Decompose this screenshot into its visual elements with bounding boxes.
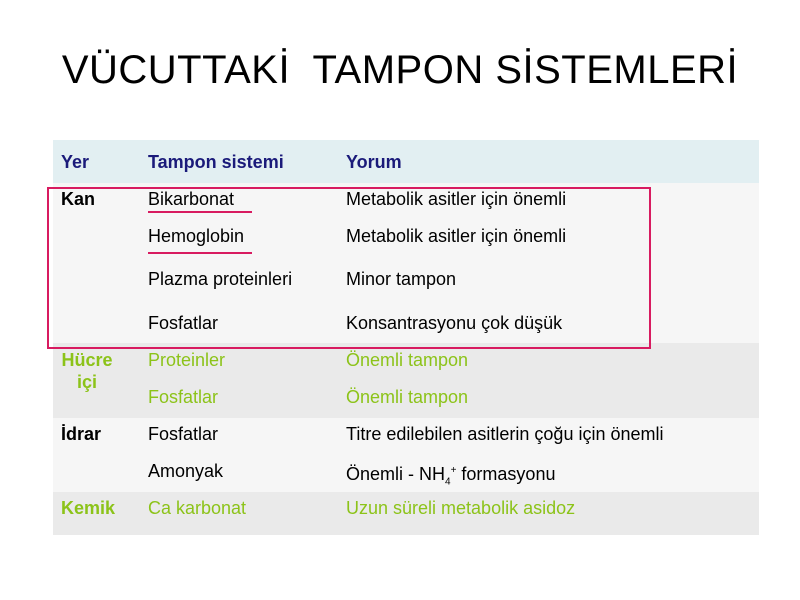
location-kan: Kan [61, 189, 96, 209]
header-yer: Yer [61, 152, 90, 172]
idrar-system-1: Fosfatlar [148, 424, 219, 444]
nh4-suffix: formasyonu [456, 464, 556, 484]
kan-system-2: Hemoglobin [148, 226, 245, 246]
kan-comment-1: Metabolik asitler için önemli [346, 189, 567, 209]
location-hucre-line1: Hücre [61, 350, 113, 370]
kan-system-1: Bikarbonat [148, 189, 235, 209]
location-idrar: İdrar [61, 424, 102, 444]
idrar-system-2: Amonyak [148, 461, 224, 481]
kan-comment-2: Metabolik asitler için önemli [346, 226, 567, 246]
kan-highlight-box [47, 187, 651, 349]
kemik-system-1: Ca karbonat [148, 498, 247, 518]
page-title: VÜCUTTAKİ TAMPON SİSTEMLERİ [61, 48, 739, 92]
idrar-comment-2 [346, 460, 555, 494]
location-hucre-line2: içi [76, 372, 97, 392]
idrar-comment-1: Titre edilebilen asitlerin çoğu için önemli [346, 424, 664, 444]
kemik-comment-1: Uzun süreli metabolik asidoz [346, 498, 576, 518]
location-kemik: Kemik [61, 498, 116, 518]
hucre-comment-1: Önemli tampon [346, 350, 469, 370]
hucre-system-2: Fosfatlar [148, 387, 219, 407]
hucre-comment-2: Önemli tampon [346, 387, 469, 407]
hucre-system-1: Proteinler [148, 350, 226, 370]
header-yorum: Yorum [346, 152, 402, 172]
kan-system-4: Fosfatlar [148, 313, 219, 333]
nh4-superscript: + [450, 465, 457, 476]
kan-comment-4: Konsantrasyonu çok düşük [346, 313, 563, 333]
nh4-subscript: 4 [445, 476, 451, 488]
kan-comment-3: Minor tampon [346, 269, 457, 289]
kan-system-3: Plazma proteinleri [148, 269, 293, 289]
nh4-prefix: Önemli - NH [346, 464, 446, 484]
header-tampon-sistemi: Tampon sistemi [148, 152, 284, 172]
